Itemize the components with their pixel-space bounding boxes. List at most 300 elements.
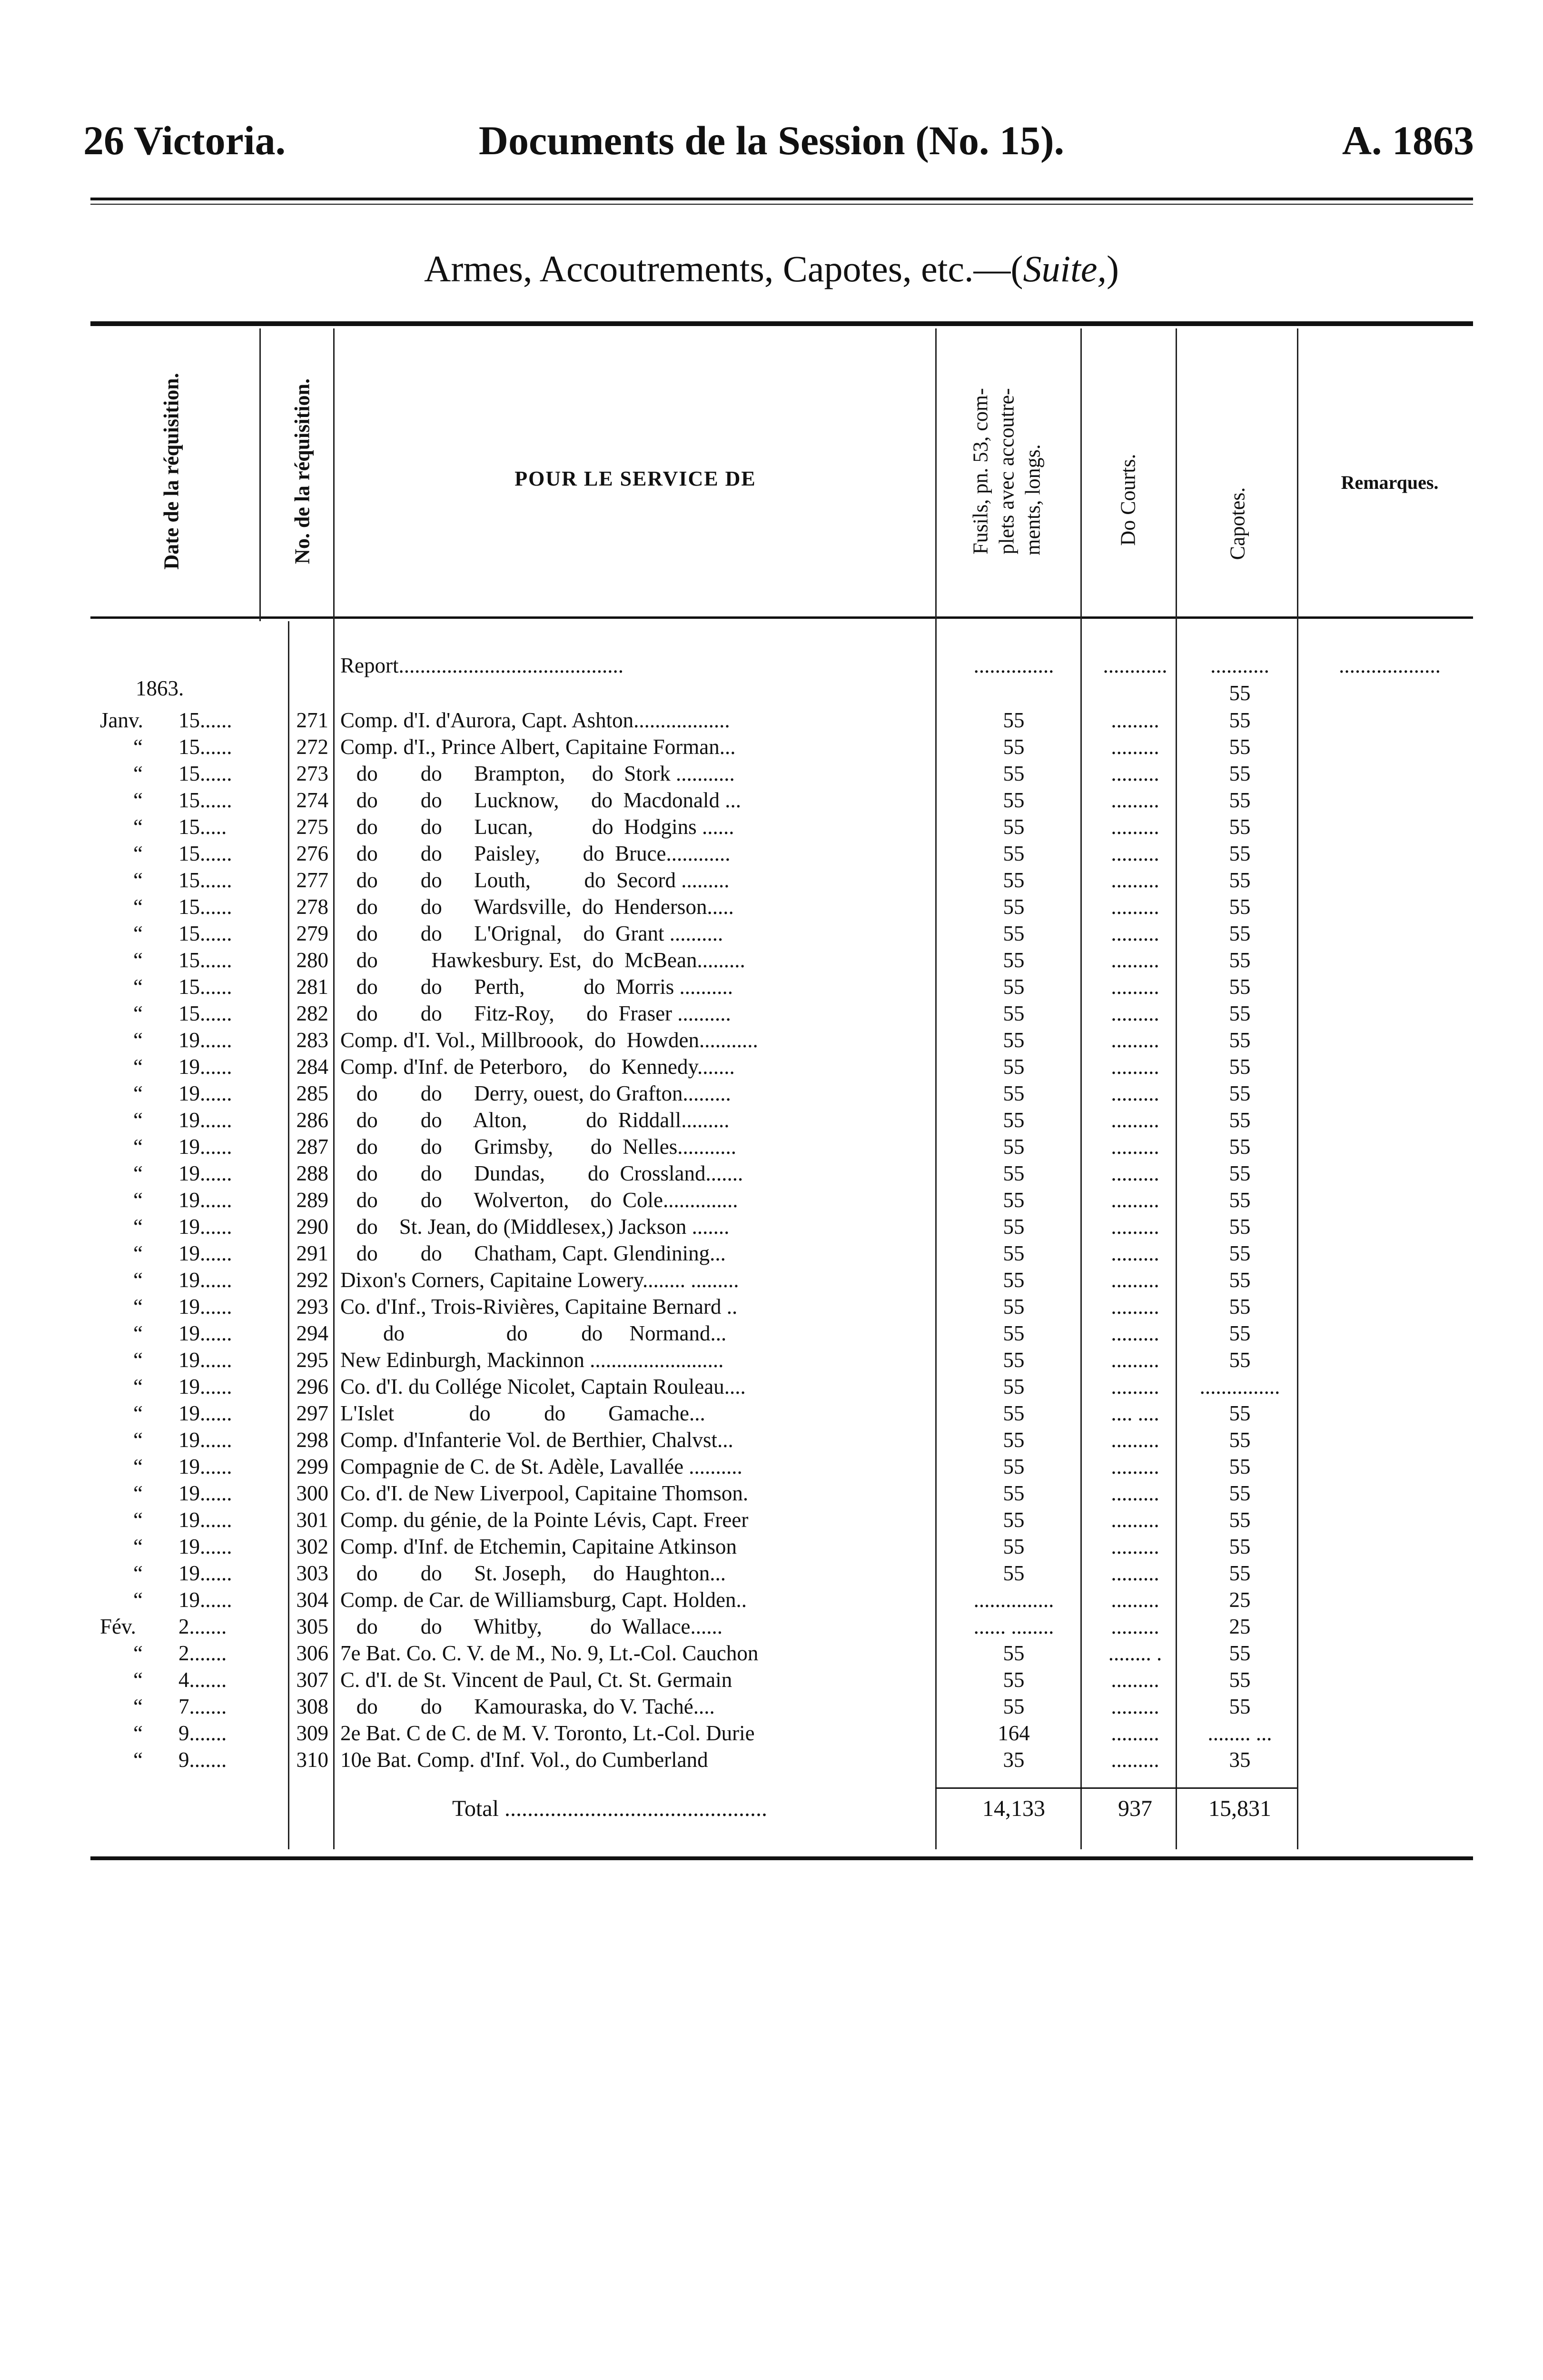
table-row [0,1453,1543,1480]
table-row [0,1133,1543,1160]
table-row [0,1320,1543,1347]
table-bottom-rule [90,1856,1473,1860]
cell-capotes: 55 [1229,1188,1251,1212]
cell-capotes: 55 [1229,1135,1251,1159]
cell-service: do do Alton, do Riddall......... [340,1108,730,1132]
table-row [0,1187,1543,1213]
cell-no: 296 [296,1375,328,1398]
cell-fusils: 55 [1003,735,1025,759]
cell-day: 19...... [178,1535,232,1558]
cell-service: do do St. Joseph, do Haughton... [340,1561,726,1585]
cell-capotes: 55 [1229,1348,1251,1372]
ditto-mark: “ [133,1668,143,1692]
subtitle-end: ) [1106,248,1119,289]
cell-day: 15...... [178,735,232,759]
cell-fusils: ...... ........ [973,1615,1054,1638]
cell-fusils: 55 [1003,1295,1025,1319]
total-courts: 937 [1118,1796,1152,1821]
cell-capotes: 55 [1229,1561,1251,1585]
total-capotes: 15,831 [1208,1796,1271,1821]
cell-day: 19...... [178,1455,232,1478]
cell-day: 19...... [178,1588,232,1612]
table-row [0,840,1543,867]
ditto-mark: “ [133,1161,143,1185]
table-row [0,1720,1543,1746]
table-row [0,813,1543,840]
cell-courts: ......... [1111,1215,1159,1239]
cell-day: 2....... [178,1641,227,1665]
cell-no: 279 [296,922,328,945]
table-subtitle [0,248,1543,290]
cell-courts: ......... [1111,1135,1159,1159]
cell-service: do Hawkesbury. Est, do McBean......... [340,948,745,972]
cell-day: 19...... [178,1161,232,1185]
table-row [0,1267,1543,1293]
cell-day: 15...... [178,788,232,812]
table-row [0,973,1543,1000]
table-top-rule [90,321,1473,326]
ditto-mark: “ [133,1401,143,1425]
table-row [0,1560,1543,1587]
cell-service: C. d'I. de St. Vincent de Paul, Ct. St. Germain [340,1668,732,1692]
cell-no: 272 [296,735,328,759]
cell-capotes: 55 [1229,1055,1251,1079]
table-row [0,1107,1543,1133]
cell-no: 274 [296,788,328,812]
cell-courts: ......... [1111,1188,1159,1212]
cell-capotes: 55 [1229,868,1251,892]
cell-day: 19...... [178,1081,232,1105]
ditto-mark: “ [133,1641,143,1665]
cell-fusils: 55 [1003,1081,1025,1105]
cell-fusils: 55 [1003,948,1025,972]
cell-capotes: 55 [1229,1695,1251,1718]
cell-day: 9....... [178,1721,227,1745]
cell-fusils: 55 [1003,1668,1025,1692]
cell-day: 15...... [178,948,232,972]
table-row [0,1373,1543,1400]
cell-day: 4....... [178,1668,227,1692]
cell-service: Dixon's Corners, Capitaine Lowery........ ......... [340,1268,739,1292]
cell-fusils: 55 [1003,815,1025,839]
table-row [0,1347,1543,1373]
subtitle-main: Armes, Accoutrements, Capotes, etc.—( [424,248,1023,289]
cell-day: 19...... [178,1481,232,1505]
cell-day: 15...... [178,1002,232,1025]
cell-courts: ......... [1111,708,1159,732]
table-row [0,893,1543,920]
cell-courts: ......... [1111,1748,1159,1772]
cell-courts: ......... [1111,1268,1159,1292]
table-row [0,734,1543,760]
table-row [0,1240,1543,1267]
cell-courts: ......... [1111,1055,1159,1079]
cell-no: 284 [296,1055,328,1079]
cell-no: 293 [296,1295,328,1319]
ditto-mark: “ [133,1321,143,1345]
cell-no: 297 [296,1401,328,1425]
table-row [0,1666,1543,1693]
cell-service: do do Kamouraska, do V. Taché.... [340,1695,715,1718]
cell-no: 278 [296,895,328,919]
cell-service: do do Dundas, do Crossland....... [340,1161,743,1185]
ditto-mark: “ [133,1721,143,1745]
cell-capotes: 55 [1229,762,1251,785]
cell-service: do do Brampton, do Stork ........... [340,762,735,785]
table-row [0,787,1543,813]
table-row [0,920,1543,947]
report-row [0,652,1543,679]
ditto-mark: “ [133,1455,143,1478]
cell-courts: ......... [1111,1241,1159,1265]
cell-no: 310 [296,1748,328,1772]
table-row [0,947,1543,973]
cell-service: do St. Jean, do (Middlesex,) Jackson ....... [340,1215,730,1239]
cell-day: 15...... [178,762,232,785]
cell-no: 308 [296,1695,328,1718]
cell-fusils: 55 [1003,1481,1025,1505]
cell-courts: ......... [1111,1721,1159,1745]
header-fusils-line2: plets avec accoutre- [995,388,1019,555]
cell-fusils: 55 [1003,762,1025,785]
cell-no: 291 [296,1241,328,1265]
header-date: Date de la réquisition. [159,373,183,570]
cell-fusils: 55 [1003,1535,1025,1558]
cell-day: 15...... [178,842,232,865]
cell-courts: ......... [1111,975,1159,999]
ditto-mark: “ [133,842,143,865]
ditto-mark: “ [133,1241,143,1265]
cell-fusils: ............... [973,1588,1054,1612]
cell-fusils: 55 [1003,1135,1025,1159]
cell-capotes: 55 [1229,1321,1251,1345]
cell-capotes: 55 [1229,895,1251,919]
cell-day: 19...... [178,1188,232,1212]
header-fusils-line1: Fusils, pn. 53, com- [969,388,992,555]
year-label: 1863. [136,676,184,700]
cell-day: 19...... [178,1215,232,1239]
cell-courts: ......... [1111,1375,1159,1398]
cell-service: do do Chatham, Capt. Glendining... [340,1241,726,1265]
ditto-mark: “ [133,1268,143,1292]
cell-no: 292 [296,1268,328,1292]
cell-no: 309 [296,1721,328,1745]
cell-no: 307 [296,1668,328,1692]
header-bottom-rule [90,616,1473,619]
cell-fusils: 55 [1003,1401,1025,1425]
cell-day: 19...... [178,1241,232,1265]
header-capotes: Capotes. [1226,487,1249,560]
cell-day: 19...... [178,1295,232,1319]
cell-day: 19...... [178,1055,232,1079]
cell-service: do do Lucknow, do Macdonald ... [340,788,741,812]
cell-service: do do Grimsby, do Nelles........... [340,1135,737,1159]
cell-service: 2e Bat. C de C. de M. V. Toronto, Lt.-Col. Durie [340,1721,755,1745]
cell-capotes: 55 [1229,735,1251,759]
cell-fusils: 55 [1003,1028,1025,1052]
report-fusils: ............... [973,654,1054,677]
cell-no: 280 [296,948,328,972]
cell-capotes: 55 [1229,1108,1251,1132]
cell-fusils: 55 [1003,868,1025,892]
cell-service: L'Islet do do Gamache... [340,1401,705,1425]
cell-courts: .... .... [1111,1401,1159,1425]
cell-fusils: 55 [1003,1268,1025,1292]
cell-fusils: 55 [1003,1348,1025,1372]
table-row [0,1400,1543,1427]
table-row [0,1053,1543,1080]
cell-no: 276 [296,842,328,865]
cell-fusils: 35 [1003,1748,1025,1772]
cell-service: Co. d'Inf., Trois-Rivières, Capitaine Bernard .. [340,1295,738,1319]
cell-no: 289 [296,1188,328,1212]
ditto-mark: “ [133,922,143,945]
header-remarques: Remarques. [1341,472,1439,493]
cell-no: 306 [296,1641,328,1665]
cell-no: 275 [296,815,328,839]
ditto-mark: “ [133,1295,143,1319]
cell-courts: ......... [1111,1348,1159,1372]
cell-day: 15...... [178,895,232,919]
cell-capotes: 55 [1229,1215,1251,1239]
cell-capotes: 55 [1229,1455,1251,1478]
cell-month: Fév. [100,1615,136,1638]
cell-courts: ......... [1111,762,1159,785]
cell-day: 19...... [178,1401,232,1425]
cell-capotes: 55 [1229,1268,1251,1292]
ditto-mark: “ [133,1428,143,1452]
cell-service: Comp. d'I. d'Aurora, Capt. Ashton.................. [340,708,730,732]
report-courts: ............ [1103,654,1167,677]
header-right: A. 1863 [1342,118,1474,163]
cell-courts: ......... [1111,1295,1159,1319]
cell-no: 277 [296,868,328,892]
total-rule-fusils [935,1787,1297,1789]
header-fusils-line3: ments, longs. [1021,444,1045,555]
table-row [0,1533,1543,1560]
report-label: Report.......................................... [340,654,623,677]
cell-courts: ......... [1111,735,1159,759]
cell-no: 285 [296,1081,328,1105]
cell-capotes: 55 [1229,1002,1251,1025]
cell-service: Comp. d'Infanterie Vol. de Berthier, Chalvst... [340,1428,733,1452]
table-row [0,760,1543,787]
cell-day: 19...... [178,1375,232,1398]
cell-service: do do Paisley, do Bruce............ [340,842,731,865]
header-left: 26 Victoria. [83,118,286,163]
cell-day: 19...... [178,1348,232,1372]
cell-day: 15..... [178,815,227,839]
cell-courts: ......... [1111,1615,1159,1638]
cell-capotes: 55 [1229,1481,1251,1505]
ditto-mark: “ [133,868,143,892]
cell-no: 282 [296,1002,328,1025]
cell-courts: ......... [1111,842,1159,865]
table-row [0,1293,1543,1320]
ditto-mark: “ [133,1748,143,1772]
cell-capotes: 55 [1229,708,1251,732]
cell-courts: ......... [1111,1668,1159,1692]
ditto-mark: “ [133,1135,143,1159]
table-row [0,1613,1543,1640]
cell-no: 300 [296,1481,328,1505]
cell-capotes: 55 [1229,1241,1251,1265]
cell-no: 304 [296,1588,328,1612]
cell-fusils: 55 [1003,1188,1025,1212]
table-row [0,1480,1543,1507]
cell-no: 271 [296,708,328,732]
ditto-mark: “ [133,1481,143,1505]
table-row [0,1507,1543,1533]
cell-fusils: 55 [1003,975,1025,999]
ditto-mark: “ [133,815,143,839]
ditto-mark: “ [133,1375,143,1398]
cell-service: do do Wardsville, do Henderson..... [340,895,734,919]
report-remarques: ................... [1339,654,1441,677]
cell-courts: ......... [1111,1428,1159,1452]
cell-no: 299 [296,1455,328,1478]
total-fusils: 14,133 [982,1796,1045,1821]
cell-day: 19...... [178,1135,232,1159]
cell-capotes: 55 [1229,1668,1251,1692]
cell-courts: ......... [1111,868,1159,892]
cell-courts: ......... [1111,1321,1159,1345]
ditto-mark: “ [133,1348,143,1372]
ditto-mark: “ [133,1055,143,1079]
cell-capotes: 35 [1229,1748,1251,1772]
cell-service: do do Derry, ouest, do Grafton......... [340,1081,731,1105]
cell-service: do do Lucan, do Hodgins ...... [340,815,734,839]
cell-courts: ......... [1111,1002,1159,1025]
cell-courts: ......... [1111,1028,1159,1052]
header-title: Documents de la Session (No. 15). [478,118,1065,163]
cell-courts: ......... [1111,1481,1159,1505]
table-row [0,1427,1543,1453]
cell-fusils: 55 [1003,895,1025,919]
ditto-mark: “ [133,1535,143,1558]
ditto-mark: “ [133,895,143,919]
cell-capotes: 55 [1229,1028,1251,1052]
table-row [0,1027,1543,1053]
cell-fusils: 55 [1003,1641,1025,1665]
ditto-mark: “ [133,1028,143,1052]
cell-courts: ........ . [1108,1641,1162,1665]
header-rule-thin [90,204,1473,205]
cell-service: Co. d'I. du Collége Nicolet, Captain Rouleau.... [340,1375,746,1398]
cell-day: 19...... [178,1268,232,1292]
ditto-mark: “ [133,1002,143,1025]
table-row [0,867,1543,893]
cell-day: 15...... [178,868,232,892]
cell-capotes: 55 [1229,1508,1251,1532]
cell-day: 15...... [178,708,232,732]
cell-capotes: ........ ... [1207,1721,1272,1745]
cell-service: do do Fitz-Roy, do Fraser .......... [340,1002,731,1025]
cell-no: 283 [296,1028,328,1052]
cell-fusils: 55 [1003,1055,1025,1079]
cell-fusils: 55 [1003,708,1025,732]
cell-no: 273 [296,762,328,785]
ditto-mark: “ [133,1108,143,1132]
cell-courts: ......... [1111,1455,1159,1478]
cell-courts: ......... [1111,1161,1159,1185]
cell-service: do do Whitby, do Wallace...... [340,1615,722,1638]
cell-day: 2....... [178,1615,227,1638]
cell-courts: ......... [1111,922,1159,945]
ditto-mark: “ [133,948,143,972]
subtitle-italic: Suite, [1023,248,1107,289]
header-no: No. de la réquisition. [290,378,314,564]
cell-fusils: 55 [1003,842,1025,865]
cell-capotes: 55 [1229,1401,1251,1425]
cell-courts: ......... [1111,1508,1159,1532]
ditto-mark: “ [133,1215,143,1239]
cell-no: 286 [296,1108,328,1132]
cell-capotes: 25 [1229,1615,1251,1638]
header-rule [90,198,1473,200]
cell-fusils: 55 [1003,1321,1025,1345]
cell-capotes: 55 [1229,788,1251,812]
cell-no: 288 [296,1161,328,1185]
cell-capotes: 55 [1229,842,1251,865]
cell-courts: ......... [1111,1535,1159,1558]
cell-no: 302 [296,1535,328,1558]
report-value-row [0,680,1543,706]
total-label: Total .............................................. [452,1796,767,1821]
cell-fusils: 55 [1003,1108,1025,1132]
cell-day: 19...... [178,1508,232,1532]
cell-courts: ......... [1111,1695,1159,1718]
header-courts: Do Courts. [1116,454,1140,546]
cell-day: 19...... [178,1561,232,1585]
cell-courts: ......... [1111,788,1159,812]
cell-fusils: 55 [1003,1561,1025,1585]
table-row [0,1587,1543,1613]
table-row [0,1693,1543,1720]
cell-month: Janv. [100,708,143,732]
cell-day: 19...... [178,1428,232,1452]
cell-service: 10e Bat. Comp. d'Inf. Vol., do Cumberland [340,1748,708,1772]
cell-courts: ......... [1111,815,1159,839]
table-row [0,707,1543,734]
cell-service: Comp. d'I. Vol., Millbroook, do Howden........... [340,1028,758,1052]
cell-capotes: 55 [1229,815,1251,839]
ditto-mark: “ [133,762,143,785]
cell-courts: ......... [1111,895,1159,919]
cell-capotes: ............... [1199,1375,1280,1398]
cell-no: 287 [296,1135,328,1159]
report-capotes: ........... [1210,654,1269,677]
cell-courts: ......... [1111,1081,1159,1105]
cell-no: 301 [296,1508,328,1532]
cell-capotes: 55 [1229,948,1251,972]
ditto-mark: “ [133,1081,143,1105]
report-capotes-value: 55 [1229,681,1251,705]
cell-service: do do Perth, do Morris .......... [340,975,733,999]
cell-fusils: 55 [1003,1428,1025,1452]
cell-fusils: 164 [998,1721,1030,1745]
cell-courts: ......... [1111,1561,1159,1585]
cell-capotes: 55 [1229,1081,1251,1105]
cell-capotes: 55 [1229,1535,1251,1558]
cell-fusils: 55 [1003,922,1025,945]
cell-no: 298 [296,1428,328,1452]
cell-courts: ......... [1111,948,1159,972]
cell-fusils: 55 [1003,1161,1025,1185]
cell-day: 19...... [178,1321,232,1345]
cell-courts: ......... [1111,1108,1159,1132]
cell-day: 19...... [178,1108,232,1132]
